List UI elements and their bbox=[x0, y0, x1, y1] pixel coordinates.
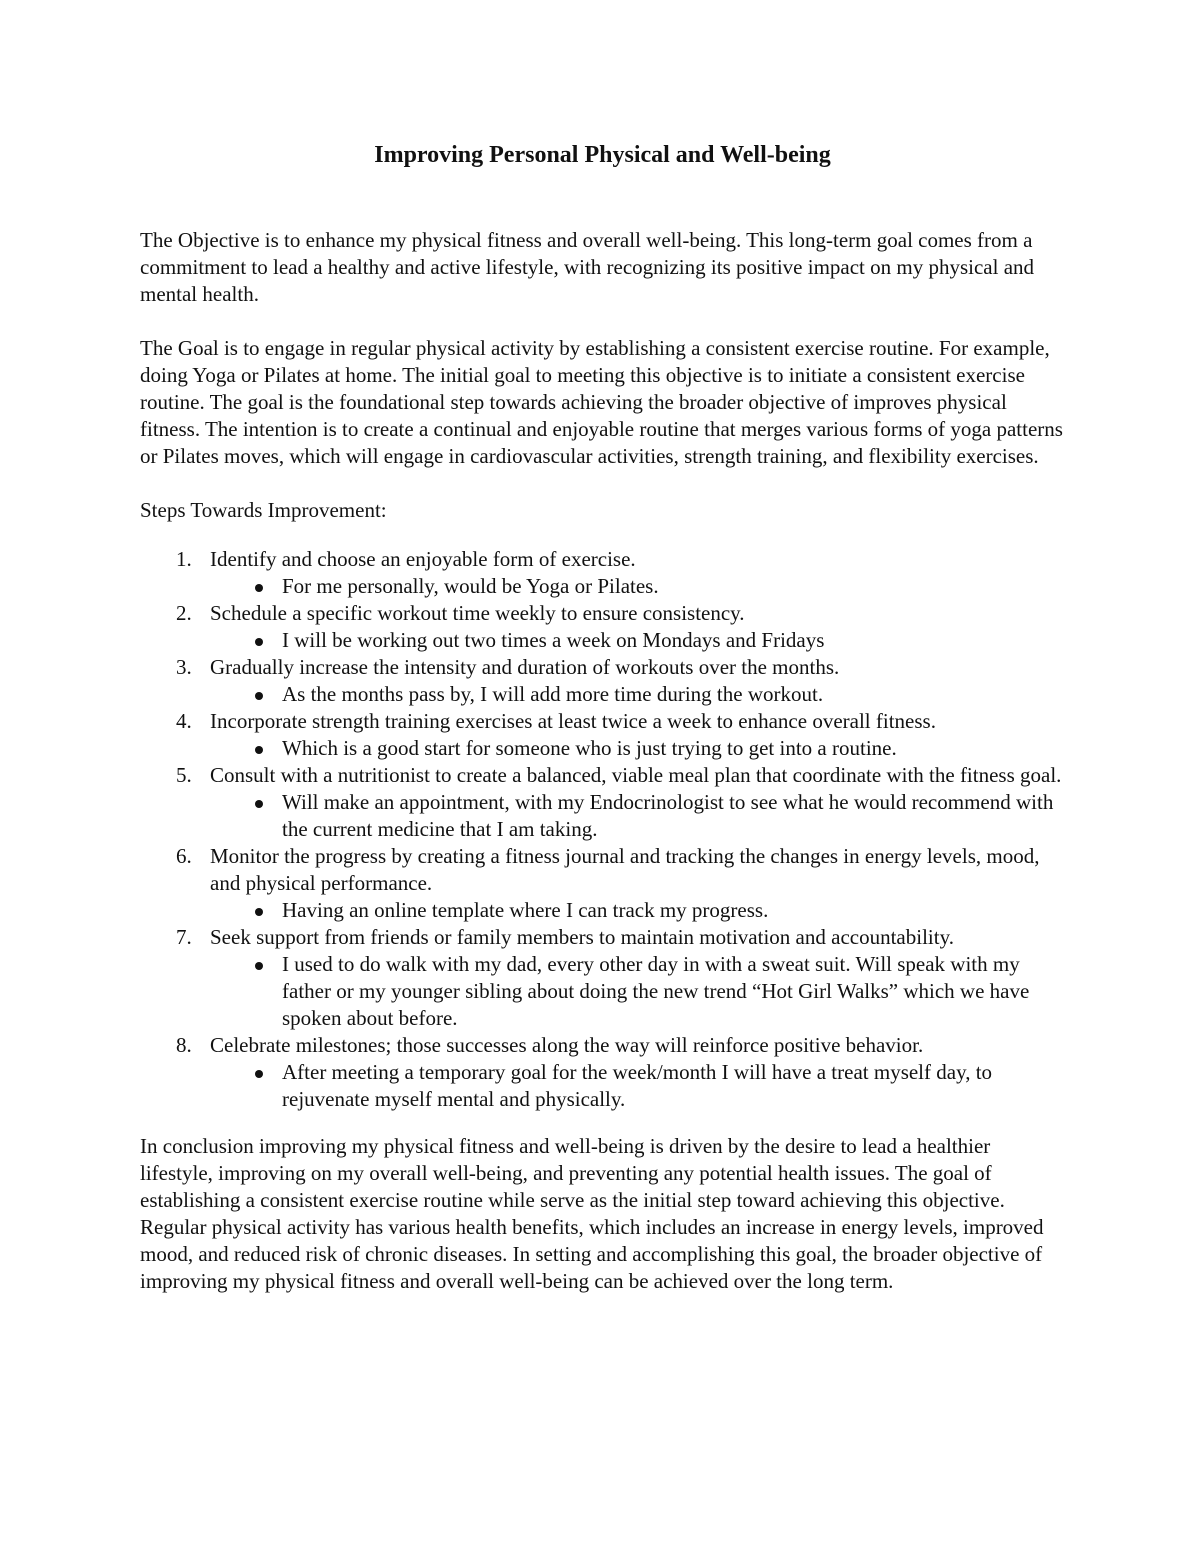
step-number: 7. bbox=[176, 925, 192, 949]
step-bullet-text: As the months pass by, I will add more time during the workout. bbox=[282, 682, 824, 706]
bullet-icon bbox=[255, 692, 263, 700]
step-number: 6. bbox=[176, 844, 192, 868]
bullet-icon bbox=[255, 1070, 263, 1078]
objective-paragraph: The Objective is to enhance my physical fitness and overall well-being. This long-term goal comes from a commitment to lead a healthy and active lifestyle, with recognizing its positive impact on my physical and mental health. bbox=[140, 228, 1035, 306]
step-bullet-item bbox=[210, 735, 1065, 762]
step-item bbox=[140, 843, 1065, 924]
step-item bbox=[140, 762, 1065, 843]
bullet-icon bbox=[255, 962, 263, 970]
step-text: Schedule a specific workout time weekly to ensure consistency. bbox=[210, 601, 745, 625]
step-item bbox=[140, 924, 1065, 1032]
goal-paragraph: The Goal is to engage in regular physical activity by establishing a consistent exercise routine. For example, doing Yoga or Pilates at home. The initial goal to meeting this objective is to initiate a consistent exercise routine. The goal is the foundational step towards achieving the broader objective of improves physical fitness. The intention is to create a continual and enjoyable routine that merges various forms of yoga patterns or Pilates moves, which will engage in cardiovascular activities, strength training, and flexibility exercises. bbox=[140, 336, 1063, 468]
steps-list bbox=[140, 546, 1065, 1113]
step-bullet-text: Will make an appointment, with my Endocrinologist to see what he would recommend with the current medicine that I am taking. bbox=[282, 790, 1054, 841]
step-bullet-item bbox=[210, 1059, 1065, 1113]
bullet-icon bbox=[255, 800, 263, 808]
step-bullet-item bbox=[210, 573, 1065, 600]
step-sublist bbox=[210, 627, 1065, 654]
step-sublist bbox=[210, 789, 1065, 843]
step-bullet-text: Having an online template where I can track my progress. bbox=[282, 898, 769, 922]
step-sublist bbox=[210, 1059, 1065, 1113]
step-item bbox=[140, 600, 1065, 654]
step-sublist bbox=[210, 573, 1065, 600]
step-bullet-item bbox=[210, 681, 1065, 708]
step-item bbox=[140, 1032, 1065, 1113]
step-text: Consult with a nutritionist to create a balanced, viable meal plan that coordinate with the fitness goal. bbox=[210, 763, 1062, 787]
step-text: Celebrate milestones; those successes along the way will reinforce positive behavior. bbox=[210, 1033, 924, 1057]
step-bullet-text: After meeting a temporary goal for the week/month I will have a treat myself day, to rejuvenate myself mental and physically. bbox=[282, 1060, 993, 1111]
step-number: 8. bbox=[176, 1033, 192, 1057]
step-sublist bbox=[210, 735, 1065, 762]
document-title: Improving Personal Physical and Well-being bbox=[374, 142, 831, 168]
bullet-icon bbox=[255, 908, 263, 916]
step-item bbox=[140, 708, 1065, 762]
step-number: 1. bbox=[176, 547, 192, 571]
step-number: 5. bbox=[176, 763, 192, 787]
step-sublist bbox=[210, 897, 1065, 924]
step-number: 2. bbox=[176, 601, 192, 625]
step-bullet-item bbox=[210, 789, 1065, 843]
step-bullet-text: I used to do walk with my dad, every other day in with a sweat suit. Will speak with my father or my younger sibling about doing the new trend “Hot Girl Walks” which we have spoken about before. bbox=[282, 952, 1030, 1030]
conclusion-paragraph: In conclusion improving my physical fitness and well-being is driven by the desire to lead a healthier lifestyle, improving on my overall well-being, and preventing any potential health issues. The goal of establishing a consistent exercise routine while serve as the initial step toward achieving this objective. Regular physical activity has various health benefits, which includes an increase in energy levels, improved mood, and reduced risk of chronic diseases. In setting and accomplishing this goal, the broader objective of improving my physical fitness and overall well-being can be achieved over the long term. bbox=[140, 1134, 1044, 1293]
step-item bbox=[140, 546, 1065, 600]
document-body bbox=[140, 140, 1065, 1322]
step-text: Gradually increase the intensity and duration of workouts over the months. bbox=[210, 655, 840, 679]
bullet-icon bbox=[255, 746, 263, 754]
step-item bbox=[140, 654, 1065, 708]
step-sublist bbox=[210, 951, 1065, 1032]
steps-heading: Steps Towards Improvement: bbox=[140, 498, 387, 522]
step-text: Identify and choose an enjoyable form of exercise. bbox=[210, 547, 636, 571]
step-bullet-text: I will be working out two times a week on Mondays and Fridays bbox=[282, 628, 825, 652]
step-bullet-item bbox=[210, 897, 1065, 924]
step-number: 4. bbox=[176, 709, 192, 733]
bullet-icon bbox=[255, 584, 263, 592]
step-number: 3. bbox=[176, 655, 192, 679]
step-bullet-text: For me personally, would be Yoga or Pilates. bbox=[282, 574, 659, 598]
step-text: Monitor the progress by creating a fitness journal and tracking the changes in energy levels, mood, and physical performance. bbox=[210, 844, 1040, 895]
step-bullet-text: Which is a good start for someone who is just trying to get into a routine. bbox=[282, 736, 897, 760]
step-sublist bbox=[210, 681, 1065, 708]
bullet-icon bbox=[255, 638, 263, 646]
step-text: Seek support from friends or family members to maintain motivation and accountability. bbox=[210, 925, 954, 949]
step-bullet-item bbox=[210, 951, 1065, 1032]
step-bullet-item bbox=[210, 627, 1065, 654]
step-text: Incorporate strength training exercises at least twice a week to enhance overall fitness. bbox=[210, 709, 936, 733]
